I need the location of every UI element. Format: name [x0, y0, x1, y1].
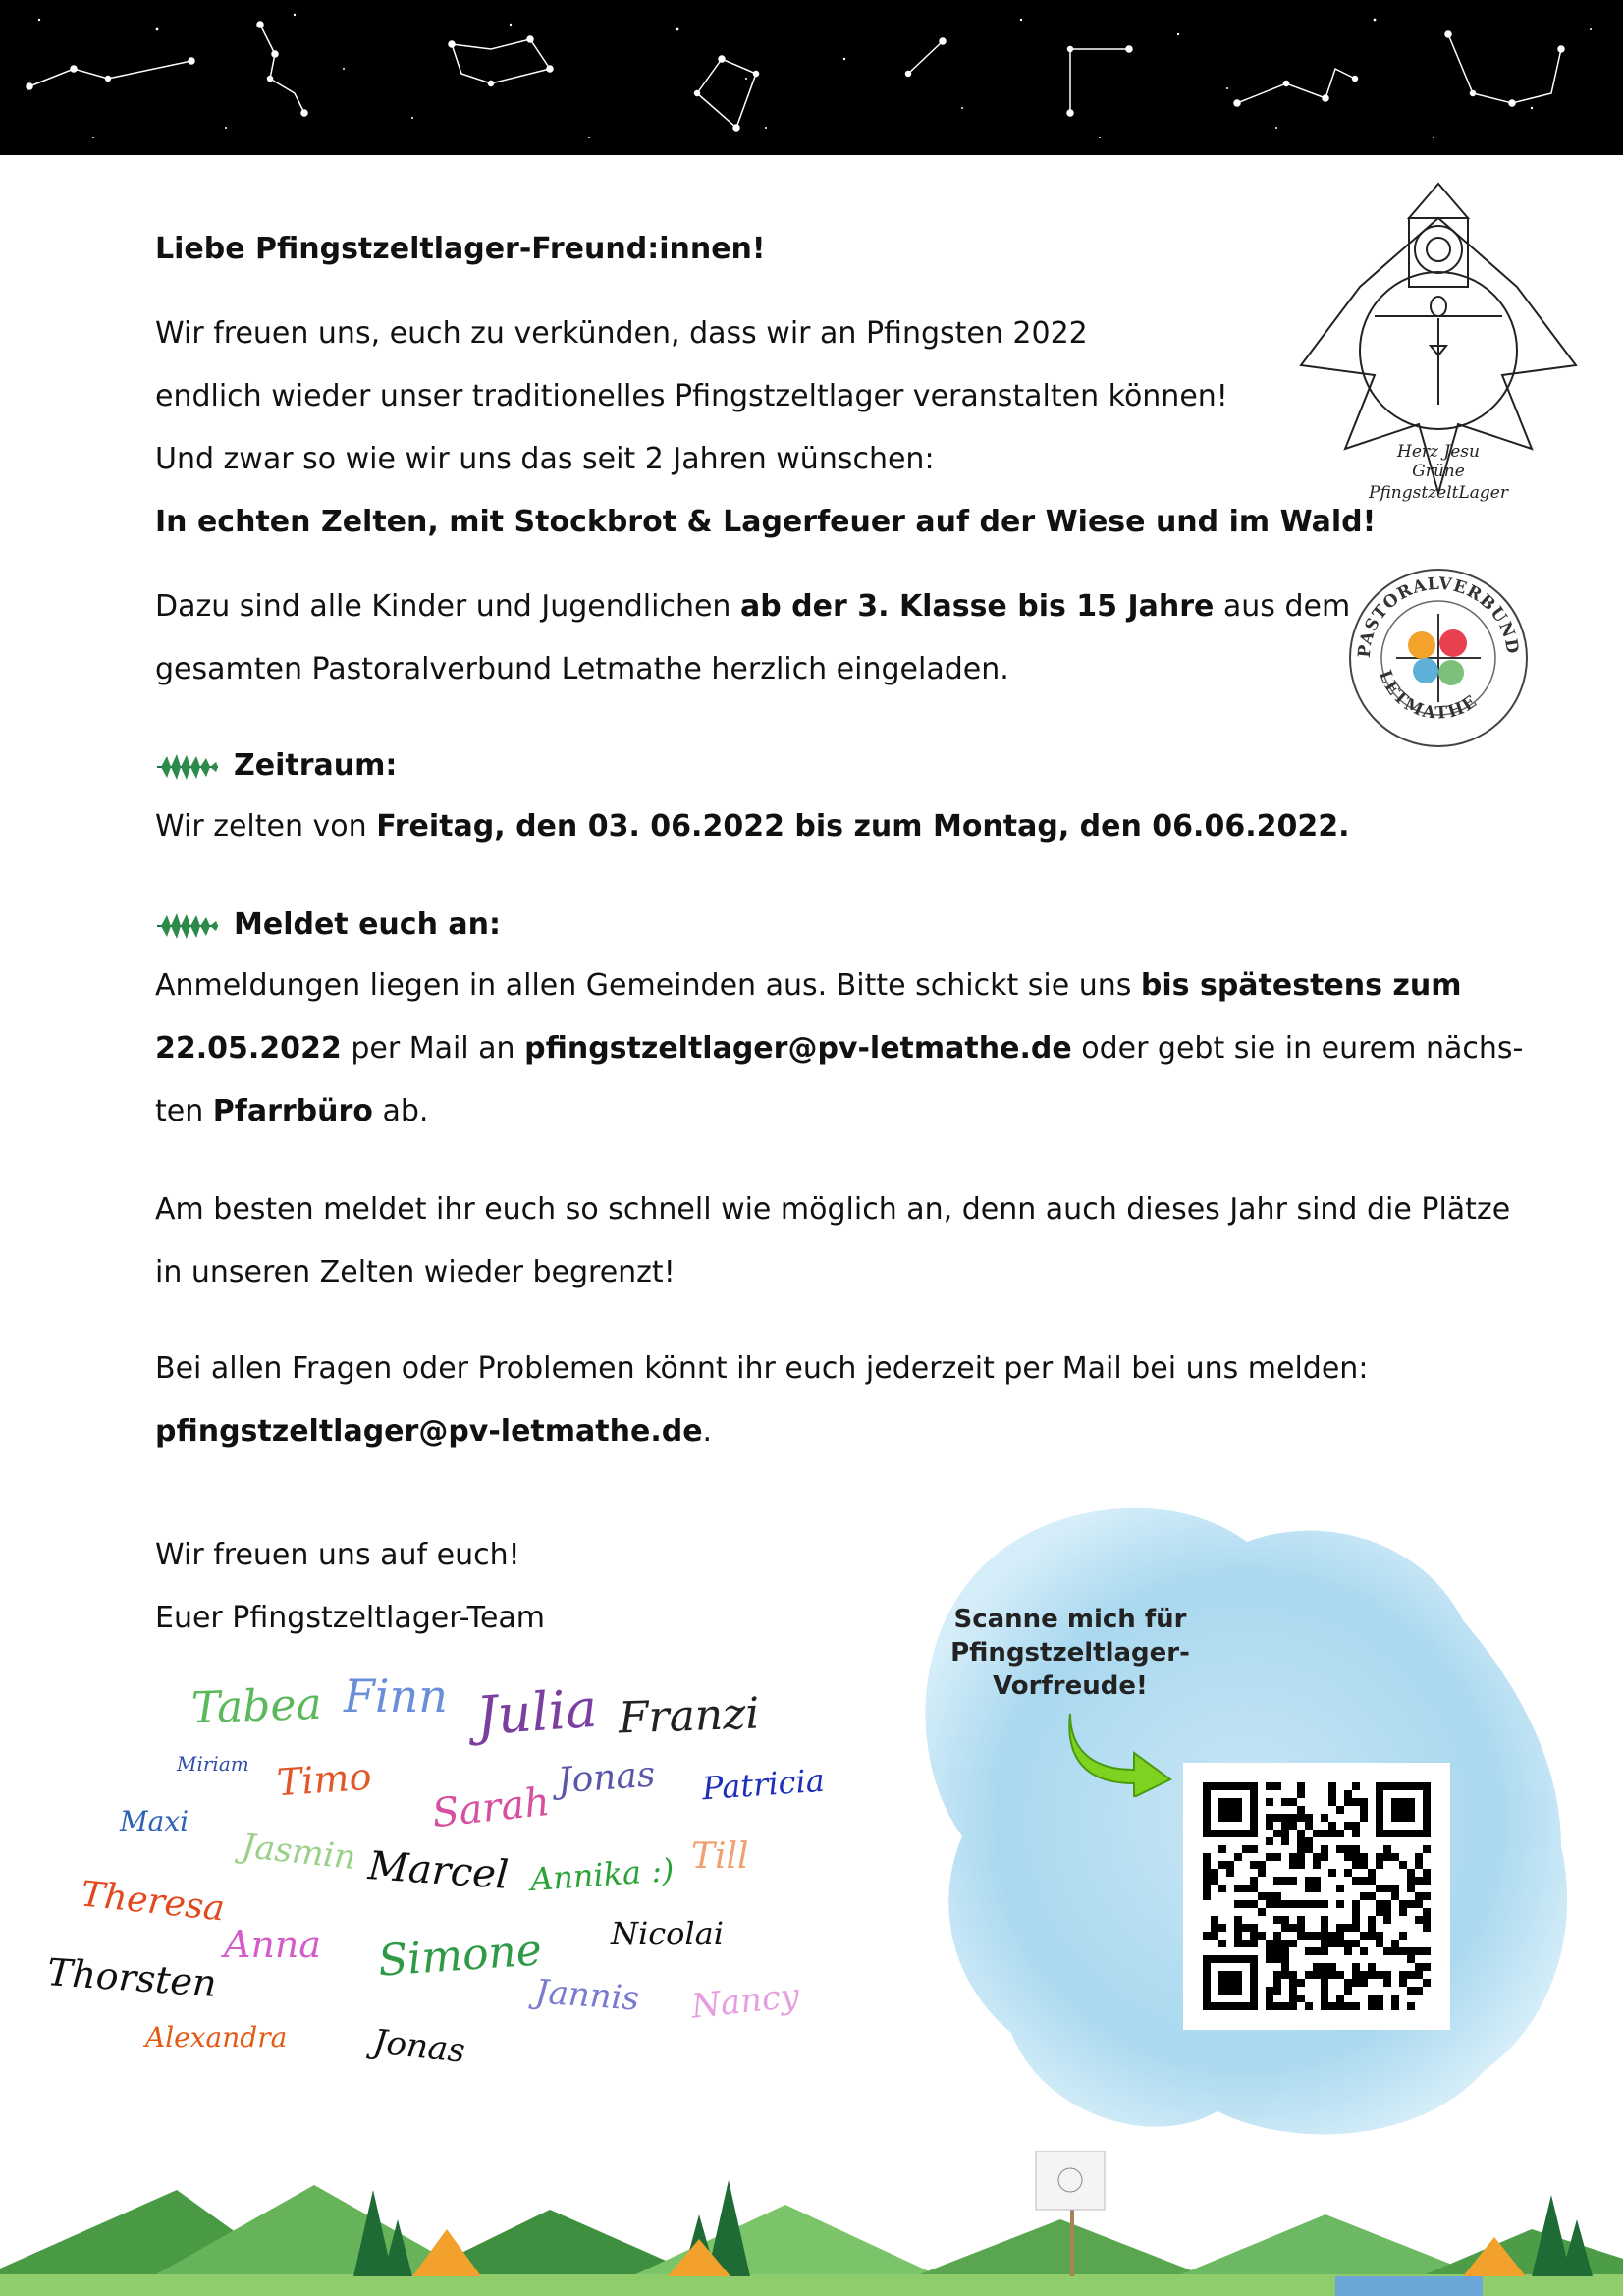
- hurry-line: in unseren Zelten wieder begrenzt!: [155, 1255, 676, 1289]
- period-dates: Freitag, den 03. 06.2022 bis zum Montag, den 06.06.2022.: [376, 809, 1350, 844]
- register-date: 22.05.2022: [155, 1031, 342, 1066]
- seal-top-text: PASTORALVERBUND: [1354, 574, 1523, 659]
- hurry-line: Am besten meldet ihr euch so schnell wie möglich an, denn auch dieses Jahr sind die Plätze: [155, 1192, 1511, 1227]
- register-text: oder gebt sie in eurem nächs-: [1071, 1031, 1524, 1066]
- closing-signoff: Euer Pfingstzeltlager-Team: [155, 1601, 546, 1635]
- logo-line: PfingstzeltLager: [1369, 483, 1508, 503]
- signature: Jasmin: [240, 1827, 358, 1878]
- intro-line: Wir freuen uns, euch zu verkünden, dass wir an Pfingsten 2022: [155, 316, 1088, 351]
- camp-landscape: [0, 2151, 1623, 2296]
- logo-line: Herz Jesu: [1397, 442, 1480, 462]
- signature: Franzi: [618, 1688, 761, 1744]
- register-line: [155, 1029, 1523, 1068]
- questions-dot: .: [702, 1414, 713, 1449]
- seal-bottom-text: LETMATHE: [1374, 667, 1483, 724]
- signature: Maxi: [120, 1805, 189, 1837]
- register-deadline: bis spätestens zum: [1140, 968, 1462, 1003]
- register-heading: [155, 905, 501, 945]
- sun-tower-logo-icon: [1291, 179, 1586, 513]
- questions-line: [155, 1412, 712, 1451]
- signature: Miriam: [177, 1752, 249, 1776]
- qr-label: Scanne mich für Pfingstzeltlager-Vorfreude!: [950, 1605, 1190, 1701]
- fir-branch-icon: [155, 750, 220, 784]
- constellation-icon: [0, 0, 1623, 155]
- register-heading-label: Meldet euch an:: [234, 907, 501, 942]
- invite-line: gesamten Pastoralverbund Letmathe herzlich eingeladen.: [155, 652, 1009, 686]
- signature: Nancy: [689, 1976, 801, 2027]
- invite-text: aus dem: [1214, 589, 1351, 624]
- arrow-right-icon: [1060, 1709, 1178, 1797]
- signature: Annika :): [528, 1850, 676, 1899]
- signature: Jonas: [371, 2022, 467, 2071]
- register-line: [155, 966, 1462, 1006]
- herz-jesu-logo: [1291, 179, 1586, 513]
- signature: Simone: [376, 1925, 544, 1987]
- register-office: Pfarrbüro: [212, 1094, 373, 1128]
- starry-header: [0, 0, 1623, 155]
- signature: Sarah: [429, 1778, 553, 1837]
- period-heading: [155, 746, 397, 786]
- invite-line: [155, 587, 1350, 627]
- questions-email-link[interactable]: pfingstzeltlager@pv-letmathe.de: [155, 1414, 703, 1449]
- register-line: [155, 1092, 428, 1131]
- qr-code[interactable]: [1183, 1763, 1450, 2030]
- logo-line: Grüne: [1412, 462, 1465, 481]
- register-text: Anmeldungen liegen in allen Gemeinden aus. Bitte schickt sie uns: [155, 968, 1141, 1003]
- period-text: Wir zelten von: [155, 809, 377, 844]
- register-text: per Mail an: [341, 1031, 525, 1066]
- signature: Theresa: [79, 1874, 227, 1930]
- intro-line: Und zwar so wie wir uns das seit 2 Jahren wünschen:: [155, 442, 935, 476]
- invite-age: ab der 3. Klasse bis 15 Jahre: [740, 589, 1215, 624]
- register-email-link[interactable]: pfingstzeltlager@pv-letmathe.de: [524, 1031, 1072, 1066]
- pv-seal-icon: [1345, 565, 1532, 751]
- questions-line: Bei allen Fragen oder Problemen könnt ihr euch jederzeit per Mail bei uns melden:: [155, 1351, 1369, 1386]
- signature: Alexandra: [145, 2021, 288, 2053]
- signature: Finn: [344, 1669, 448, 1722]
- closing-line: Wir freuen uns auf euch!: [155, 1538, 520, 1572]
- signature: Nicolai: [611, 1915, 724, 1952]
- signature: Jonas: [556, 1754, 657, 1802]
- qr-code-icon[interactable]: [1183, 1763, 1450, 2030]
- signature: Tabea: [190, 1678, 323, 1734]
- fir-branch-icon: [155, 909, 220, 943]
- signature: Jannis: [533, 1972, 641, 2019]
- period-line: [155, 807, 1350, 847]
- signature: Julia: [473, 1676, 600, 1748]
- register-text: ab.: [372, 1094, 429, 1128]
- intro-highlight: In echten Zelten, mit Stockbrot & Lagerfeuer auf der Wiese und im Wald!: [155, 505, 1377, 539]
- greeting: Liebe Pfingstzeltlager-Freund:innen!: [155, 232, 766, 266]
- signature: Marcel: [366, 1843, 511, 1898]
- invite-text: Dazu sind alle Kinder und Jugendlichen: [155, 589, 740, 624]
- signature: Till: [691, 1836, 749, 1877]
- signature: Anna: [224, 1923, 322, 1966]
- period-heading-label: Zeitraum:: [234, 748, 398, 783]
- register-text: ten: [155, 1094, 213, 1128]
- signature: Thorsten: [45, 1950, 218, 2005]
- signature: Patricia: [700, 1761, 826, 1808]
- intro-line: endlich wieder unser traditionelles Pfingstzeltlager veranstalten können!: [155, 379, 1228, 413]
- pastoralverbund-logo: [1345, 565, 1532, 751]
- signature: Timo: [275, 1754, 373, 1805]
